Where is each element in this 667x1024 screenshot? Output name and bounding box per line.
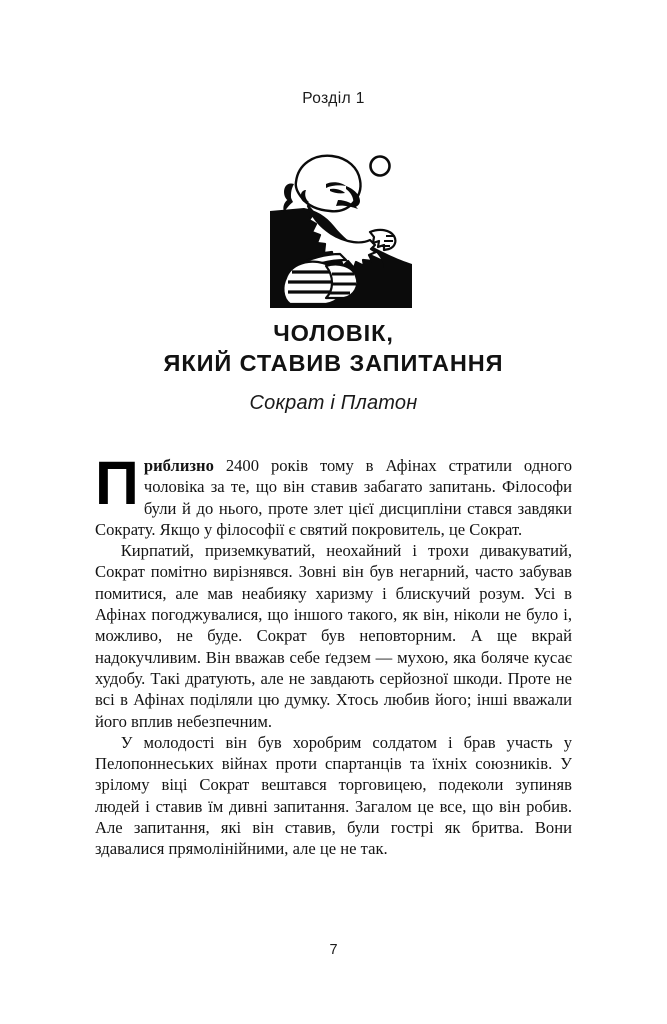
chapter-illustration — [0, 148, 667, 310]
paragraph-2: Кирпатий, приземкуватий, неохайний і трохи дивакуватий, Сократ помітно вирізнявся. Зовні він був негарний, часто забував помитися, але мав неабияку харизму і блискучий розум. Усі в Афінах погоджувалися, що іншого такого, як він, ніколи не було і, можливо, не буде. Сократ був неповторним. А ще вкрай надокучливим. Він вважав себе ґедзем — мухою, яка боляче кусає худобу. Такі дратують, але не завдають серйозної шкоди. Проте не всі в Афінах поділяли цю думку. Хтось любив його; інші вважали його вплив небезпечним. — [95, 541, 572, 731]
drop-cap: П — [95, 449, 139, 517]
page-title-line-2: ЯКИЙ СТАВИВ ЗАПИТАННЯ — [163, 350, 504, 377]
socrates-thinking-icon — [234, 148, 434, 310]
paragraph-3: У молодості він був хоробрим солдатом і брав участь у Пелопоннеських війнах проти спартанців та їхніх союзників. У зрілому віці Сократ вештався торговицею, подеколи зупиняв людей і ставив їм дивні запитання. Загалом це все, що він робив. Але запитання, які він ставив, були гострі як бритва. Вони здавалися прямолінійними, але це не так. — [95, 732, 572, 859]
page-subtitle: Сократ і Платон — [249, 392, 418, 415]
body-text — [95, 449, 572, 860]
lead-in-text: риблизно — [143, 456, 214, 475]
title-block — [0, 318, 667, 415]
paragraph-1-rest: 2400 років тому в Афінах стратили одного чоловіка за те, що він ставив забагато запитань. Філософи були й до нього, проте злет цієї дисципліни стався завдяки Сократу. Якщо у філософії є святий покровитель, це Сократ. — [95, 456, 572, 539]
chapter-label: Розділ 1 — [302, 90, 365, 107]
paragraph-1 — [95, 449, 572, 540]
page-title — [0, 318, 667, 378]
page-number: 7 — [329, 942, 338, 958]
page-title-line-1: ЧОЛОВІК, — [273, 320, 394, 346]
